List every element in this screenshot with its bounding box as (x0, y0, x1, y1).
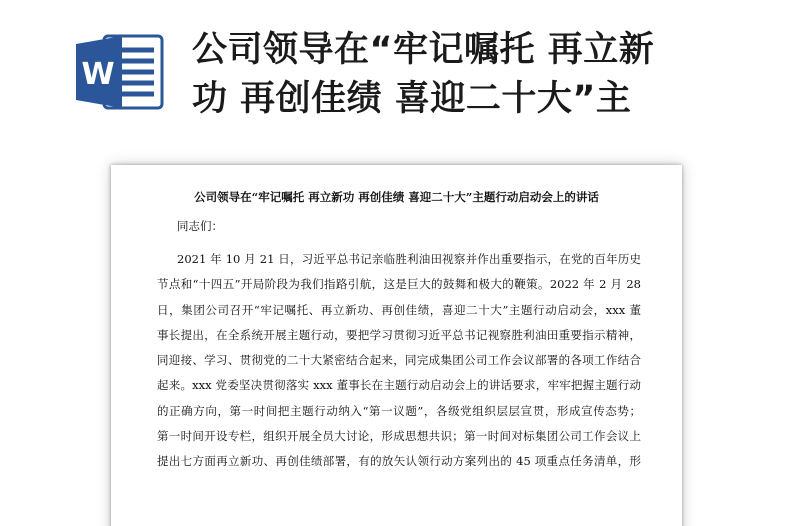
document-page (111, 165, 682, 526)
body-line: 的正确方向，第一时间把主题行动纳入“第一议题”，各级党组织层层宣贯，形成宣传态势； (157, 403, 641, 418)
banner-title-line-1: 公司领导在“牢记嘱托 再立新 (192, 30, 655, 70)
body-line: 起来。xxx 党委坚决贯彻落实 xxx 董事长在主题行动启动会上的讲话要求，牢牢把握主题行动 (157, 378, 641, 393)
body-line: 节点和“十四五”开局阶段为我们指路引航，这是巨大的鼓舞和极大的鞭策。2022 年 2 月 28 (157, 277, 641, 292)
body-line: 日，集团公司召开“牢记嘱托、再立新功、再创佳绩，喜迎二十大”主题行动启动会，xxx 董 (157, 302, 641, 317)
document-title: 公司领导在“牢记嘱托 再立新功 再创佳绩 喜迎二十大”主题行动启动会上的讲话 (194, 190, 599, 204)
word-icon-letter: W (81, 57, 115, 92)
banner-title-line-2: 功 再创佳绩 喜迎二十大”主 (192, 79, 632, 119)
banner-title (192, 26, 752, 124)
body-line: 2021 年 10 月 21 日，习近平总书记亲临胜利油田视察并作出重要指示，在党的百年历史 (177, 252, 641, 266)
body-line: 提出七方面再立新功、再创佳绩部署，有的放矢认领行动方案列出的 45 项重点任务清单，形 (157, 454, 641, 469)
document-body (157, 247, 641, 475)
body-line: 同迎接、学习、贯彻党的二十大紧密结合起来，同完成集团公司工作会议部署的各项工作结合 (157, 353, 641, 368)
document-salutation: 同志们： (177, 219, 223, 233)
body-line: 第一时间开设专栏，组织开展全员大讨论，形成思想共识；第一时间对标集团公司工作会议上 (157, 429, 641, 444)
body-line: 事长提出，在全系统开展主题行动，要把学习贯彻习近平总书记视察胜利油田重要指示精神， (157, 327, 641, 342)
word-document-icon (76, 34, 164, 110)
